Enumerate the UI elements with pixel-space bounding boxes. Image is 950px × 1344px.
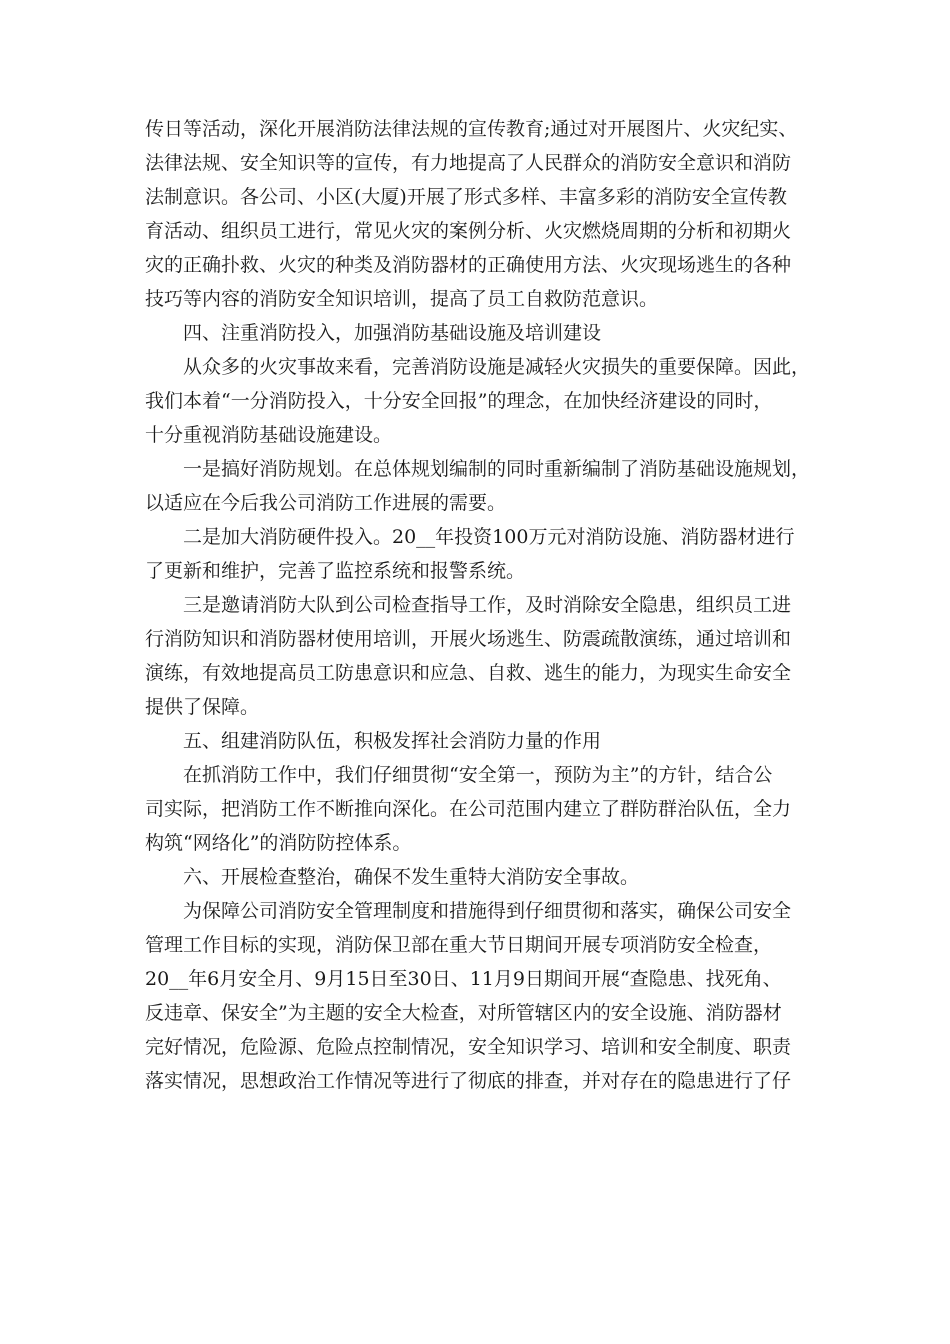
- text-line: 三是邀请消防大队到公司检查指导工作，及时消除安全隐患，组织员工进: [183, 594, 792, 616]
- text-line: 以适应在今后我公司消防工作进展的需要。: [145, 492, 507, 514]
- text-line: 在抓消防工作中，我们仔细贯彻“安全第一，预防为主”的方针，结合公: [183, 764, 773, 786]
- text-line: 我们本着“一分消防投入，十分安全回报”的理念，在加快经济建设的同时，: [145, 390, 773, 412]
- text-line: 法律法规、安全知识等的宣传，有力地提高了人民群众的消防安全意识和消防: [145, 152, 792, 174]
- text-line: 20__年6月安全月、9月15日至30日、11月9日期间开展“查隐患、找死角、: [145, 968, 782, 990]
- section-heading: 五、组建消防队伍，积极发挥社会消防力量的作用: [183, 730, 602, 752]
- text-line: 了更新和维护，完善了监控系统和报警系统。: [145, 560, 526, 582]
- text-line: 完好情况，危险源、危险点控制情况，安全知识学习、培训和安全制度、职责: [145, 1036, 792, 1058]
- text-line: 十分重视消防基础设施建设。: [145, 424, 393, 446]
- text-line: 二是加大消防硬件投入。20__年投资100万元对消防设施、消防器材进行: [183, 526, 795, 548]
- text-line: 育活动、组织员工进行，常见火灾的案例分析、火灾燃烧周期的分析和初期火: [145, 220, 792, 242]
- text-line: 为保障公司消防安全管理制度和措施得到仔细贯彻和落实，确保公司安全: [183, 900, 792, 922]
- text-line: 提供了保障。: [145, 696, 260, 718]
- text-line: 传日等活动，深化开展消防法律法规的宣传教育;通过对开展图片、火灾纪实、: [145, 118, 798, 140]
- section-heading: 六、开展检查整治，确保不发生重特大消防安全事故。: [183, 866, 640, 888]
- text-line: 构筑“网络化”的消防防控体系。: [145, 832, 412, 854]
- text-line: 落实情况，思想政治工作情况等进行了彻底的排查，并对存在的隐患进行了仔: [145, 1070, 792, 1092]
- text-line: 司实际，把消防工作不断推向深化。在公司范围内建立了群防群治队伍，全力: [145, 798, 792, 820]
- text-line: 一是搞好消防规划。在总体规划编制的同时重新编制了消防基础设施规划，: [183, 458, 811, 480]
- text-line: 管理工作目标的实现，消防保卫部在重大节日期间开展专项消防安全检查，: [145, 934, 773, 956]
- section-heading: 四、注重消防投入，加强消防基础设施及培训建设: [183, 322, 602, 344]
- text-line: 灾的正确扑救、火灾的种类及消防器材的正确使用方法、火灾现场逃生的各种: [145, 254, 792, 276]
- text-line: 反违章、保安全”为主题的安全大检查，对所管辖区内的安全设施、消防器材: [145, 1002, 782, 1024]
- text-line: 从众多的火灾事故来看，完善消防设施是减轻火灾损失的重要保障。因此，: [183, 356, 811, 378]
- text-line: 法制意识。各公司、小区(大厦)开展了形式多样、丰富多彩的消防安全宣传教: [145, 186, 787, 208]
- text-line: 演练，有效地提高员工防患意识和应急、自救、逃生的能力，为现实生命安全: [145, 662, 792, 684]
- text-line: 行消防知识和消防器材使用培训，开展火场逃生、防震疏散演练，通过培训和: [145, 628, 792, 650]
- text-line: 技巧等内容的消防安全知识培训，提高了员工自救防范意识。: [145, 288, 659, 310]
